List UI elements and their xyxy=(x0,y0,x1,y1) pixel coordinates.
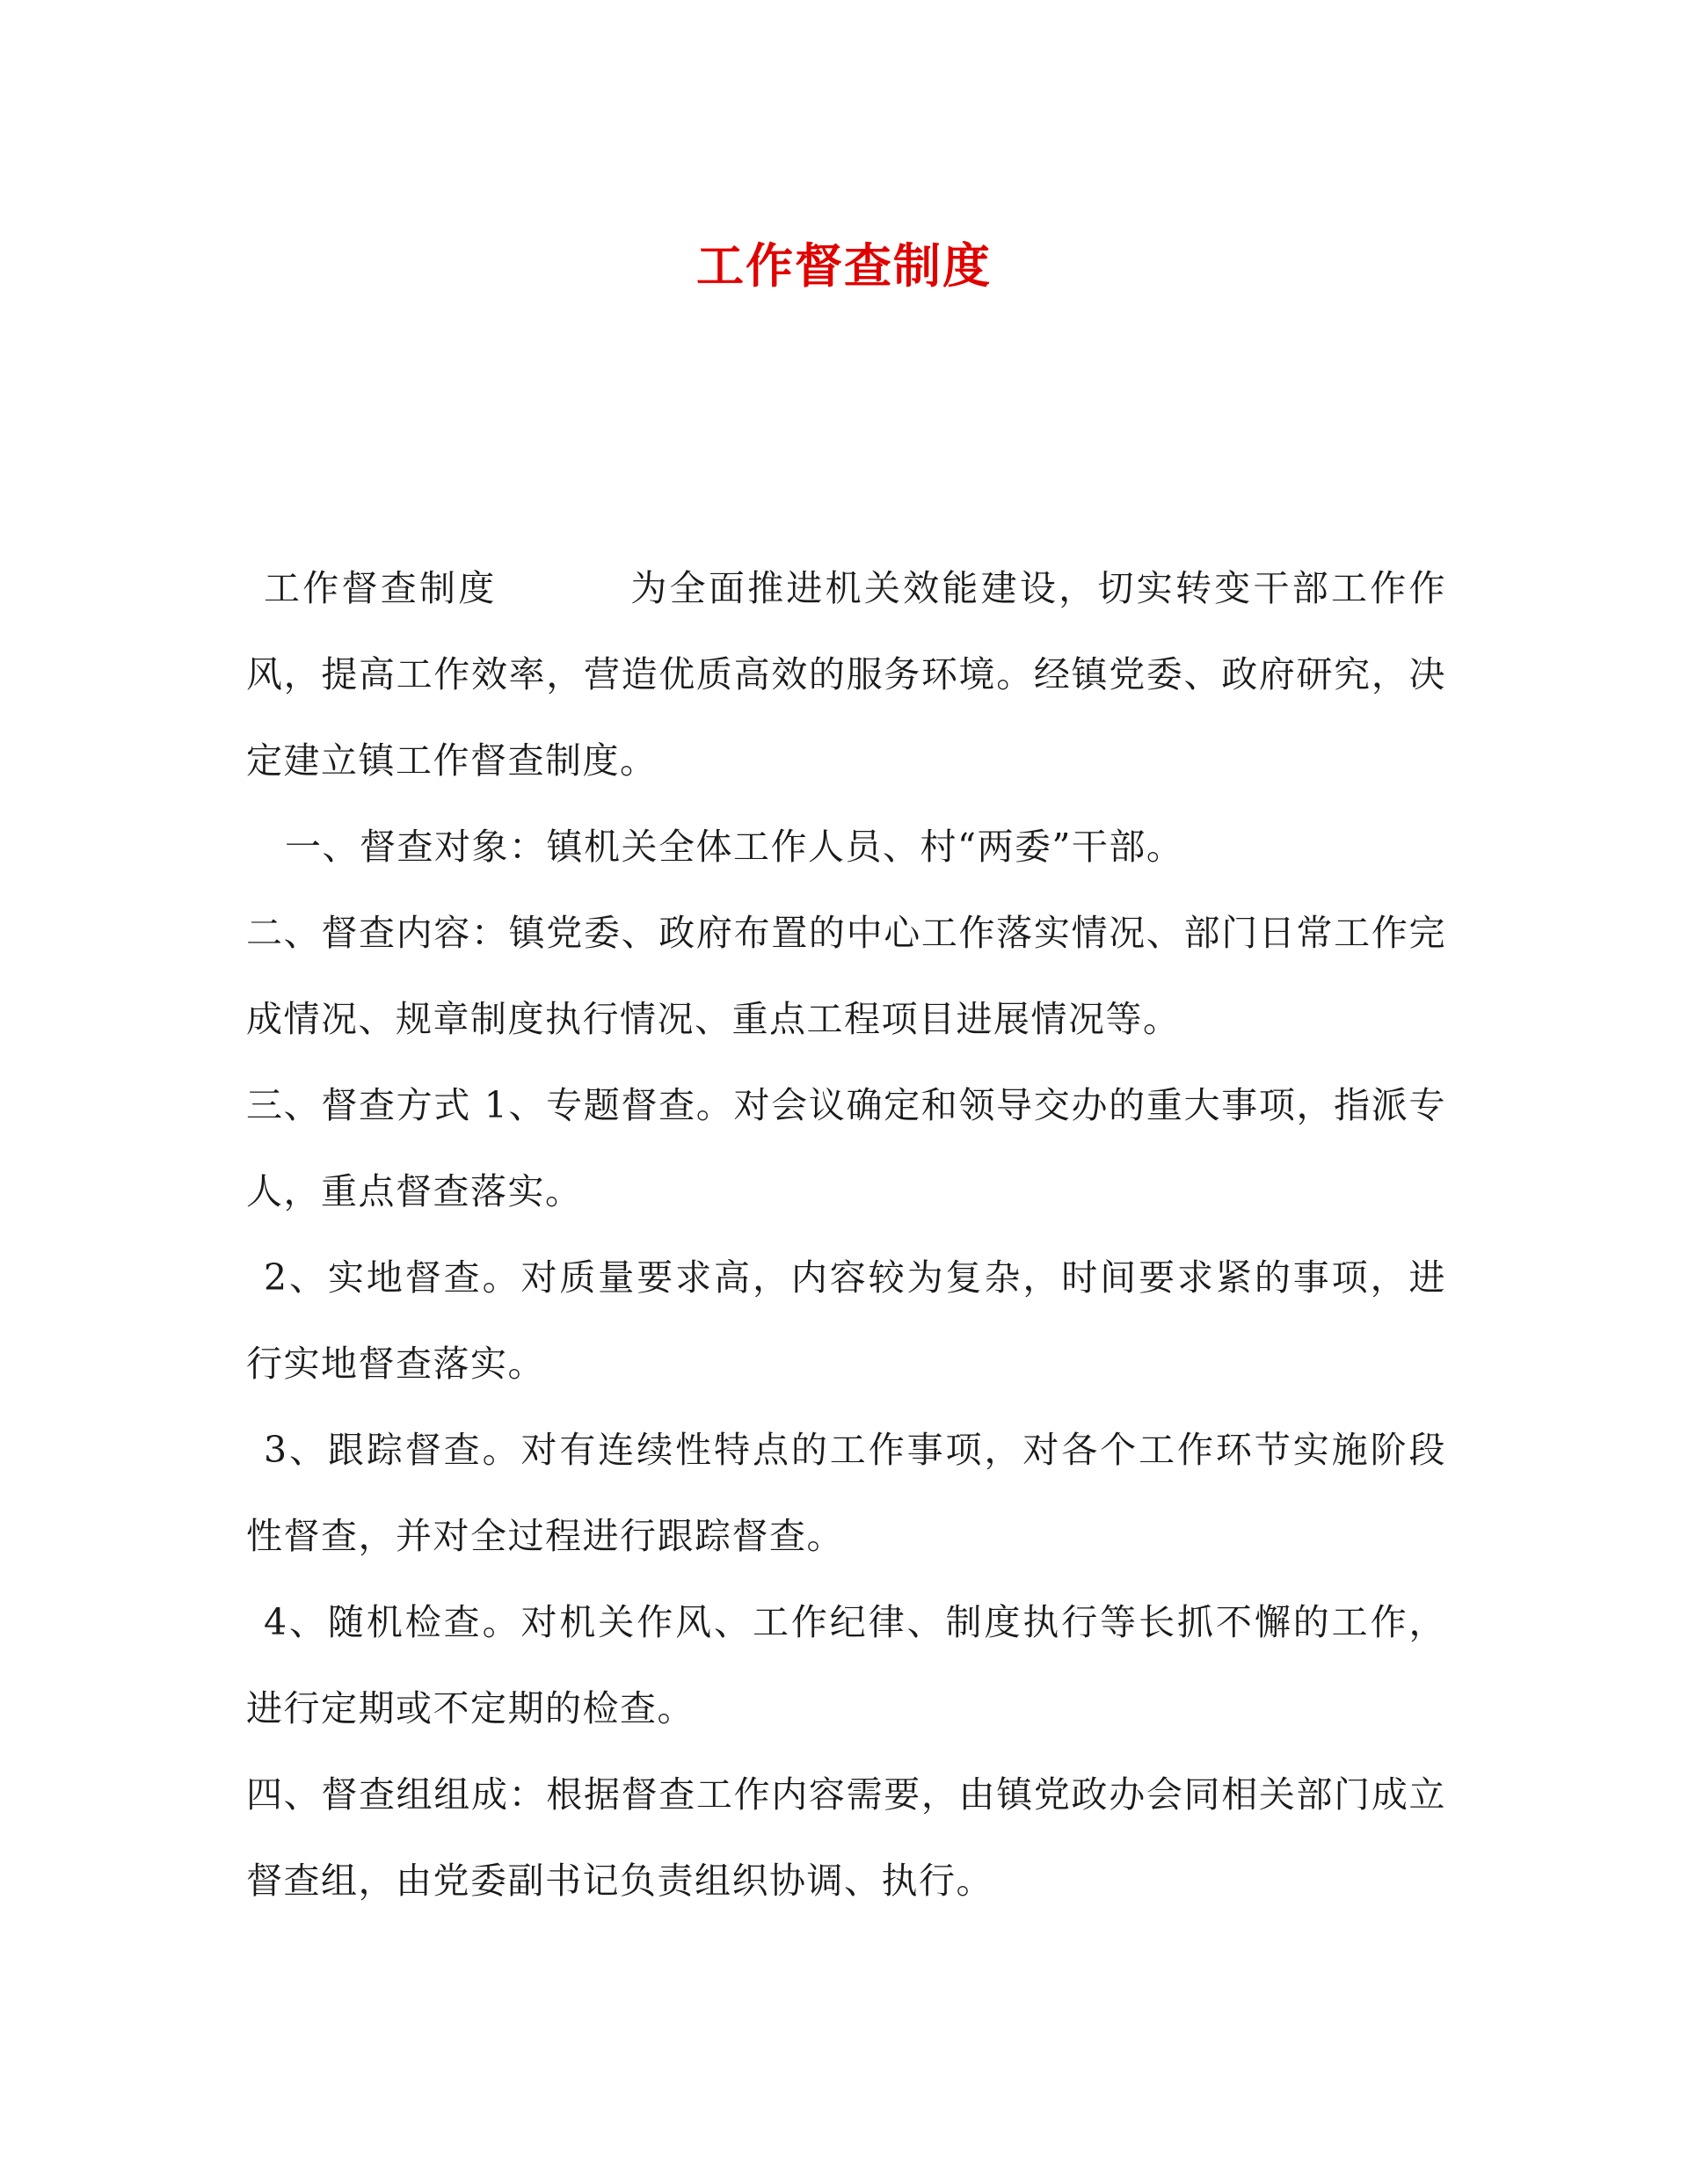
section-3-paragraph: 三、督查方式 1、专题督查。对会议确定和领导交办的重大事项，指派专人，重点督查落实。 xyxy=(246,1084,1446,1212)
item-3-paragraph: 3、跟踪督查。对有连续性特点的工作事项，对各个工作环节实施阶段性督查，并对全过程进行跟踪督查。 xyxy=(246,1429,1446,1557)
section-1-paragraph: 一、督查对象：镇机关全体工作人员、村“两委”干部。 xyxy=(285,826,1184,868)
intro-heading: 工作督查制度 xyxy=(264,567,498,609)
intro-paragraph xyxy=(246,545,1446,804)
item-2-paragraph: 2、实地督查。对质量要求高，内容较为复杂，时间要求紧的事项，进行实地督查落实。 xyxy=(246,1256,1446,1385)
document-body xyxy=(246,545,1446,1924)
document-title: 工作督查制度 xyxy=(696,237,992,294)
section-4-paragraph: 四、督查组组成：根据督查工作内容需要，由镇党政办会同相关部门成立督查组，由党委副书记负责组织协调、执行。 xyxy=(246,1773,1446,1902)
section-2-paragraph: 二、督查内容：镇党委、政府布置的中心工作落实情况、部门日常工作完成情况、规章制度执行情况、重点工程项目进展情况等。 xyxy=(246,912,1446,1040)
intro-text: 为全面推进机关效能建设，切实转变干部工作作风，提高工作效率，营造优质高效的服务环境。经镇党委、政府研究，决定建立镇工作督查制度。 xyxy=(246,567,1447,782)
item-4-paragraph: 4、随机检查。对机关作风、工作纪律、制度执行等长抓不懈的工作，进行定期或不定期的检查。 xyxy=(246,1601,1446,1729)
